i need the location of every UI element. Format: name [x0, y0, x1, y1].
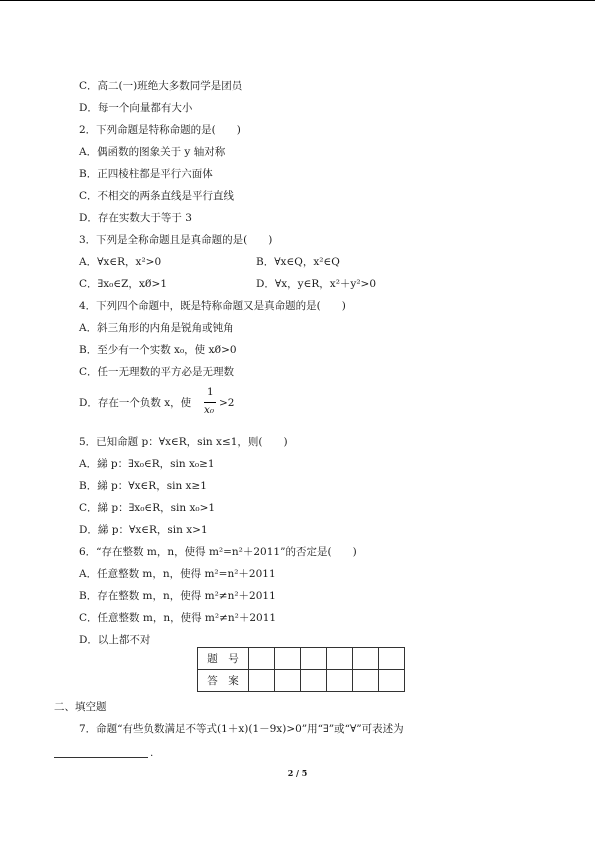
option-6d: D．以上都不对 [79, 634, 151, 646]
option-5b: B．綈 p：∀x∈R，sin x≥1 [79, 480, 207, 492]
fraction-denominator: x₀ [204, 404, 215, 416]
fraction-bar [204, 402, 216, 403]
answer-cell[interactable] [249, 648, 275, 670]
answer-cell[interactable] [379, 670, 405, 692]
answer-cell[interactable] [353, 670, 379, 692]
answer-cell[interactable] [379, 648, 405, 670]
answer-table-row-answer [198, 670, 405, 692]
option-4c: C．任一无理数的平方必是无理数 [79, 366, 235, 378]
page-number: 2 / 5 [287, 768, 308, 778]
question-5: 5．已知命题 p：∀x∈R，sin x≤1，则( ) [79, 436, 288, 448]
answer-cell[interactable] [275, 648, 301, 670]
question-6: 6．“存在整数 m，n，使得 m²=n²＋2011”的否定是( ) [79, 546, 357, 558]
answer-cell[interactable] [327, 670, 353, 692]
blank-period: . [150, 747, 154, 759]
option-3c: C．∃x₀∈Z，x0̸>1 [79, 278, 168, 290]
option-4d-suffix: >2 [219, 397, 235, 409]
answer-table-label-number: 题 号 [198, 648, 249, 670]
question-2: 2．下列命题是特称命题的是( ) [79, 124, 241, 136]
option-6b: B．存在整数 m，n，使得 m²≠n²＋2011 [79, 590, 276, 602]
question-7: 7．命题“有些负数满足不等式(1＋x)(1－9x)>0”用“∃”或“∀”可表述为 [79, 723, 404, 735]
option-1d: D．每一个向量都有大小 [79, 102, 193, 114]
answer-cell[interactable] [249, 670, 275, 692]
option-2d: D．存在实数大于等于 3 [79, 212, 192, 224]
option-3d: D．∀x，y∈R，x²＋y²>0 [256, 278, 377, 290]
top-rule [0, 0, 595, 1]
option-4d-prefix: D．存在一个负数 x，使 [79, 397, 192, 409]
option-3b: B．∀x∈Q，x²∈Q [256, 256, 340, 268]
option-1c: C．高二(一)班绝大多数同学是团员 [79, 80, 243, 92]
option-4a: A．斜三角形的内角是锐角或钝角 [79, 322, 234, 334]
answer-cell[interactable] [353, 648, 379, 670]
answer-cell[interactable] [301, 670, 327, 692]
answer-table [197, 647, 405, 692]
option-5a: A．綈 p：∃x₀∈R，sin x₀≥1 [79, 458, 215, 470]
option-6a: A．任意整数 m，n，使得 m²=n²＋2011 [79, 568, 276, 580]
option-3a: A．∀x∈R，x²>0 [79, 256, 162, 268]
option-6c: C．任意整数 m，n，使得 m²≠n²＋2011 [79, 612, 277, 624]
option-5d: D．綈 p：∀x∈R，sin x>1 [79, 524, 208, 536]
question-4: 4．下列四个命题中，既是特称命题又是真命题的是( ) [79, 300, 346, 312]
answer-cell[interactable] [301, 648, 327, 670]
fill-in-blank[interactable] [54, 756, 148, 758]
option-5c: C．綈 p：∃x₀∈R，sin x₀>1 [79, 502, 216, 514]
option-4b: B．至少有一个实数 x₀，使 x0̸>0 [79, 344, 237, 356]
question-3: 3．下列是全称命题且是真命题的是( ) [79, 234, 273, 246]
option-2a: A．偶函数的图象关于 y 轴对称 [79, 146, 226, 158]
answer-table-row-number [198, 648, 405, 670]
option-2c: C．不相交的两条直线是平行直线 [79, 190, 235, 202]
answer-cell[interactable] [275, 670, 301, 692]
answer-table-label-answer: 答 案 [198, 670, 249, 692]
section-fill-in-heading: 二、填空题 [54, 701, 107, 713]
option-2b: B．正四棱柱都是平行六面体 [79, 168, 213, 180]
answer-cell[interactable] [327, 648, 353, 670]
fraction-numerator: 1 [207, 386, 214, 398]
